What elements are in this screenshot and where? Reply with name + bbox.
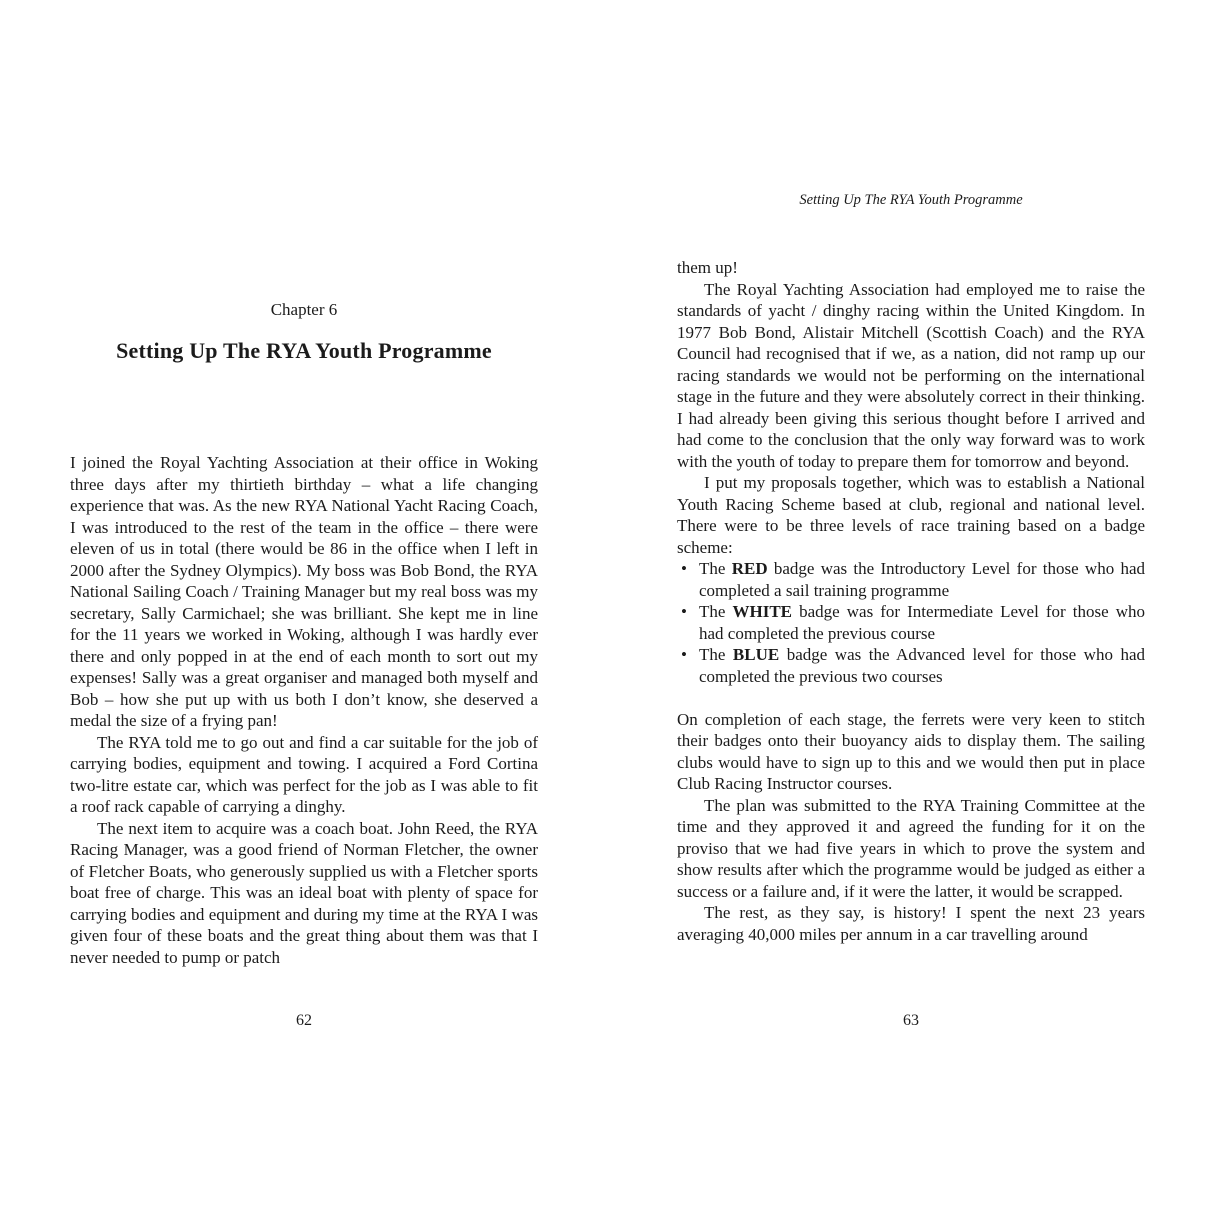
chapter-title: Setting Up The RYA Youth Programme (116, 338, 492, 363)
bullet-icon: • (681, 645, 687, 664)
right-body-text (677, 257, 1145, 945)
bullet-text-prefix: The (699, 645, 733, 664)
paragraph: The Royal Yachting Association had employed me to raise the standards of yacht / dinghy racing within the United Kingdom. In 1977 Bob Bond, Alistair Mitchell (Scottish Coach) and the RYA Council had recognised that if we, as a nation, did not ramp up our racing standards we would not be performing on the international stage in the future and they were absolutely correct in their thinking. I had already been giving this serious thought before I arrived and had come to the conclusion that the only way forward was to work with the youth of today to prepare them for tomorrow and beyond. (677, 279, 1145, 471)
paragraph: them up! (677, 258, 738, 277)
page-left (70, 0, 538, 1214)
list-item (677, 558, 1145, 601)
bullet-text-prefix: The (699, 602, 733, 621)
list-item (677, 644, 1145, 687)
paragraph: I joined the Royal Yachting Association at their office in Woking three days after my thirtieth birthday – what a life changing experience that was. As the new RYA National Yacht Racing Coach, I was introduced to the rest of the team in the office – there were eleven of us in total (there would be 86 in the office when I left in 2000 after the Sydney Olympics). My boss was Bob Bond, the RYA National Sailing Coach / Training Manager but my real boss was my secretary, Sally Carmichael; she was brilliant. She kept me in line for the 11 years we worked in Woking, although I was hardly ever there and only popped in at the end of each month to sort out my expenses! Sally was a great organiser and managed both myself and Bob – how she put up with us both I don’t know, she deserved a medal the size of a frying pan! (70, 453, 538, 730)
badge-name: WHITE (732, 602, 793, 621)
chapter-label: Chapter 6 (270, 300, 338, 319)
page-number-left: 62 (296, 1012, 312, 1029)
left-body-text (70, 452, 538, 968)
bullet-text-rest: badge was the Introductory Level for those who had completed a sail training programme (699, 559, 1145, 600)
paragraph: On completion of each stage, the ferrets were very keen to stitch their badges onto their buoyancy aids to display them. The sailing clubs would have to sign up to this and we would then put in place Club Racing Instructor courses. (677, 709, 1145, 793)
paragraph: I put my proposals together, which was to establish a National Youth Racing Scheme based at club, regional and national level. There were to be three levels of race training based on a badge scheme: (677, 473, 1145, 557)
paragraph: The RYA told me to go out and find a car suitable for the job of carrying bodies, equipment and towing. I acquired a Ford Cortina two-litre estate car, which was perfect for the job as I was able to fit a roof rack capable of carrying a dinghy. (70, 732, 538, 816)
list-item (677, 601, 1145, 644)
page-right (677, 0, 1145, 1214)
running-header: Setting Up The RYA Youth Programme (799, 192, 1023, 208)
paragraph: The rest, as they say, is history! I spent the next 23 years averaging 40,000 miles per annum in a car travelling around (677, 903, 1145, 944)
badge-name: RED (731, 559, 768, 578)
badge-name: BLUE (732, 645, 780, 664)
page-number-right: 63 (903, 1012, 919, 1029)
bullet-icon: • (681, 559, 687, 578)
bullet-text-prefix: The (699, 559, 732, 578)
bullet-icon: • (681, 602, 687, 621)
bullet-text-rest: badge was for Intermediate Level for those who had completed the previous course (699, 602, 1145, 643)
paragraph: The next item to acquire was a coach boat. John Reed, the RYA Racing Manager, was a good friend of Norman Fletcher, the owner of Fletcher Boats, who generously supplied us with a Fletcher sports boat free of charge. This was an ideal boat with plenty of space for carrying bodies and equipment and during my time at the RYA I was given four of these boats and the great thing about them was that I never needed to pump or patch (70, 818, 538, 967)
paragraph: The plan was submitted to the RYA Training Committee at the time and they approved it and agreed the funding for it on the proviso that we had five years in which to prove the system and show results after which the programme would be judged as either a success or a failure and, if it were the latter, it would be scrapped. (677, 795, 1145, 901)
badge-scheme-list (677, 558, 1145, 687)
bullet-text-rest: badge was the Advanced level for those who had completed the previous two courses (699, 645, 1145, 686)
